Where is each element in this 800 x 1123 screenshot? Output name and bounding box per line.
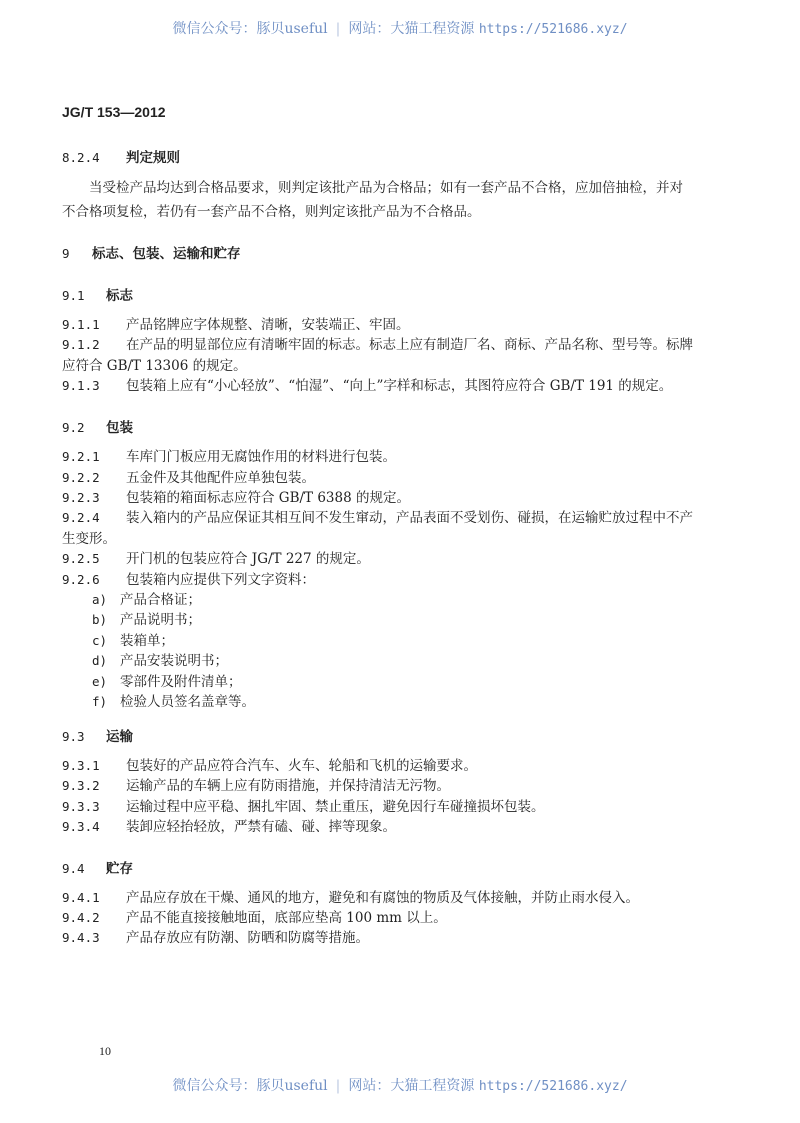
section-title: 标志、包装、运输和贮存 — [92, 246, 241, 262]
section-title: 贮存 — [106, 861, 133, 877]
clause-text: 产品应存放在干燥、通风的地方，避免和有腐蚀的物质及气体接触，并防止雨水侵入。 — [126, 890, 639, 906]
clause-text: 包装箱内应提供下列文字资料： — [126, 572, 315, 588]
clause — [62, 929, 369, 947]
watermark-account: 微信公众号：豚贝useful — [172, 1078, 328, 1094]
list-item — [92, 693, 255, 711]
section-number: 9.4 — [62, 861, 85, 876]
clause-text: 产品存放应有防潮、防晒和防腐等措施。 — [126, 930, 369, 946]
list-marker: c) — [92, 633, 108, 648]
clause-text: 车库门门板应用无腐蚀作用的材料进行包装。 — [126, 449, 396, 465]
section-title: 标志 — [106, 288, 133, 304]
clause-number: 9.2.4 — [62, 510, 100, 525]
paragraph: 当受检产品均达到合格品要求，则判定该批产品为合格品；如有一套产品不合格，应加倍抽检，并对 — [89, 180, 683, 196]
clause — [62, 316, 410, 334]
section-number: 9.2 — [62, 420, 85, 435]
clause — [62, 571, 315, 589]
clause — [62, 757, 477, 775]
clause-text: 产品铭牌应字体规整、清晰，安装端正、牢固。 — [126, 317, 410, 333]
watermark-footer — [0, 1075, 800, 1095]
clause — [62, 469, 315, 487]
section-heading-8-2-4 — [62, 149, 180, 167]
section-number: 9.1 — [62, 288, 85, 303]
list-text: 装箱单； — [120, 633, 174, 649]
section-title: 包装 — [106, 420, 133, 436]
clause-text: 包装箱的箱面标志应符合 GB/T 6388 的规定。 — [126, 490, 410, 506]
list-text: 产品说明书； — [120, 612, 201, 628]
section-title: 判定规则 — [126, 150, 180, 166]
list-text: 产品安装说明书； — [120, 653, 228, 669]
clause — [62, 377, 672, 395]
clause-number: 9.2.1 — [62, 449, 100, 464]
paragraph: 不合格项复检，若仍有一套产品不合格，则判定该批产品为不合格品。 — [62, 204, 481, 220]
list-marker: d) — [92, 653, 108, 668]
clause-text: 开门机的包装应符合 JG/T 227 的规定。 — [126, 551, 370, 567]
clause-text: 包装箱上应有“小心轻放”、“怕湿”、“向上”字样和标志，其图符应符合 GB/T 191 的规定。 — [126, 378, 673, 394]
section-heading-9-4 — [62, 860, 133, 878]
clause-number: 9.3.2 — [62, 778, 100, 793]
list-item — [92, 611, 201, 629]
list-marker: f) — [92, 694, 108, 709]
list-marker: a) — [92, 592, 108, 607]
clause-text: 运输过程中应平稳、捆扎牢固、禁止重压，避免因行车碰撞损坏包装。 — [126, 799, 545, 815]
clause-number: 9.1.1 — [62, 317, 100, 332]
clause-text: 运输产品的车辆上应有防雨措施，并保持清洁无污物。 — [126, 778, 450, 794]
clause-number: 9.2.3 — [62, 490, 100, 505]
clause — [62, 777, 450, 795]
list-text: 检验人员签名盖章等。 — [120, 694, 255, 710]
clause — [62, 889, 639, 907]
watermark-separator: | — [335, 1078, 341, 1094]
clause-number: 9.1.2 — [62, 337, 100, 352]
clause-text: 包装好的产品应符合汽车、火车、轮船和飞机的运输要求。 — [126, 758, 477, 774]
section-heading-9-3 — [62, 728, 133, 746]
clause-number: 9.3.3 — [62, 799, 100, 814]
section-heading-9 — [62, 245, 241, 263]
clause — [62, 336, 693, 354]
clause — [62, 509, 693, 527]
watermark-site: 网站：大猫工程资源 — [348, 21, 475, 37]
clause — [62, 550, 370, 568]
clause-number: 9.4.1 — [62, 890, 100, 905]
clause-text: 装入箱内的产品应保证其相互间不发生窜动，产品表面不受划伤、碰损，在运输贮放过程中不产 — [126, 510, 693, 526]
clause-number: 9.1.3 — [62, 378, 100, 393]
clause-number: 9.4.2 — [62, 910, 100, 925]
watermark-separator: | — [335, 21, 341, 37]
clause-number: 9.2.2 — [62, 470, 100, 485]
watermark-header — [0, 18, 800, 38]
clause — [62, 818, 396, 836]
list-item — [92, 673, 242, 691]
section-heading-9-1 — [62, 287, 133, 305]
document-code: JG/T 153—2012 — [62, 104, 166, 120]
clause — [62, 909, 447, 927]
watermark-site: 网站：大猫工程资源 — [348, 1078, 475, 1094]
list-item — [92, 591, 201, 609]
clause-text: 在产品的明显部位应有清晰牢固的标志。标志上应有制造厂名、商标、产品名称、型号等。标牌 — [126, 337, 693, 353]
section-number: 8.2.4 — [62, 150, 100, 165]
clause-text: 产品不能直接接触地面，底部应垫高 100 mm 以上。 — [126, 910, 447, 926]
clause-number: 9.3.1 — [62, 758, 100, 773]
section-number: 9 — [62, 246, 70, 261]
list-item — [92, 652, 228, 670]
clause-continuation: 应符合 GB/T 13306 的规定。 — [62, 358, 247, 374]
clause-number: 9.3.4 — [62, 819, 100, 834]
clause-continuation: 生变形。 — [62, 531, 116, 547]
list-text: 产品合格证； — [120, 592, 201, 608]
clause — [62, 489, 410, 507]
list-text: 零部件及附件清单； — [120, 674, 242, 690]
clause-number: 9.2.6 — [62, 572, 100, 587]
page-number: 10 — [99, 1044, 111, 1058]
list-marker: e) — [92, 674, 108, 689]
list-item — [92, 632, 174, 650]
watermark-account: 微信公众号：豚贝useful — [172, 21, 328, 37]
section-heading-9-2 — [62, 419, 133, 437]
section-title: 运输 — [106, 729, 133, 745]
clause-number: 9.4.3 — [62, 930, 100, 945]
clause — [62, 448, 396, 466]
watermark-url[interactable]: https://521686.xyz/ — [478, 22, 628, 37]
clause-text: 装卸应轻抬轻放，严禁有磕、碰、摔等现象。 — [126, 819, 396, 835]
clause-text: 五金件及其他配件应单独包装。 — [126, 470, 315, 486]
clause-number: 9.2.5 — [62, 551, 100, 566]
list-marker: b) — [92, 612, 108, 627]
clause — [62, 798, 545, 816]
watermark-url[interactable]: https://521686.xyz/ — [478, 1079, 628, 1094]
section-number: 9.3 — [62, 729, 85, 744]
